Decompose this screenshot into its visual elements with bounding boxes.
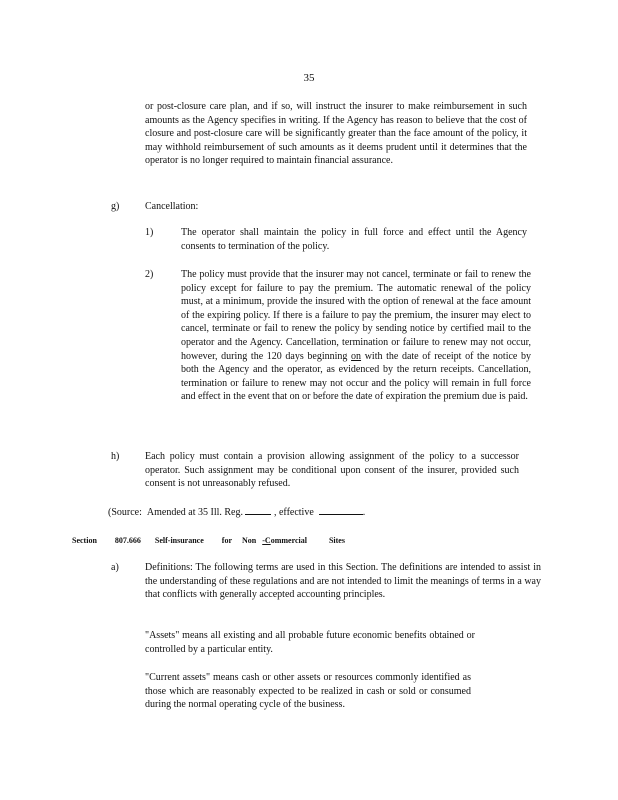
source-note-blank-date: [319, 504, 363, 515]
definition-assets: [145, 629, 475, 656]
item-g2-underlined-word: on: [351, 350, 362, 362]
source-note-blank-register: [245, 504, 271, 515]
definition-current-assets: [145, 671, 471, 712]
section-title-part4: Non: [242, 536, 257, 545]
subsection-h-text: Each policy must contain a provision allowing assignment of the policy to a successor operator. Such assignment may be conditional upon consent of the insurer, provided such consent is not unreasonably refused.: [145, 451, 519, 490]
subsection-a-marker: a): [111, 562, 119, 573]
subsection-h-marker: h): [111, 451, 120, 462]
subsection-h-paragraph: [145, 450, 519, 491]
section-heading: [72, 535, 392, 546]
subsection-a-paragraph: [145, 561, 541, 602]
section-title-part6: ommercial: [270, 536, 307, 545]
source-note-text: Amended at 35 Ill. Reg.: [146, 507, 243, 518]
subsection-g-heading: Cancellation:: [145, 201, 199, 212]
intro-paragraph: [145, 100, 527, 168]
item-g1-paragraph: [181, 226, 527, 253]
item-g2-text-before: The policy must provide that the insurer may not cancel, terminate or fail to renew the policy except for failure to pay the premium. The automatic renewal of the policy must, at a minimum, provide the insured with the option of renewal at the face amount of the expiring policy. If there is a failure to pay the premium, the insurer may elect to cancel, terminate or fail to renew the policy by sending notice by certified mail to the operator and the Agency. Cancellation, termination or failure to renew may not occur, however, during the 120 days beginning: [181, 269, 531, 362]
section-label: Section: [72, 536, 97, 545]
item-g1-marker: 1): [145, 227, 154, 238]
section-title-part5: -C: [262, 536, 271, 545]
section-title-part3: for: [221, 536, 232, 545]
subsection-g-marker: g): [111, 201, 120, 212]
page-number: 35: [303, 72, 315, 84]
source-note-suffix: .: [362, 507, 366, 518]
section-title-part7: Sites: [328, 536, 345, 545]
section-number: 807.666: [114, 536, 141, 545]
item-g2-text: [181, 268, 531, 404]
item-g1-text: The operator shall maintain the policy in full force and effect until the Agency consents to termination of the policy.: [181, 227, 527, 252]
section-title-part2: -insurance: [167, 536, 204, 545]
source-note: [108, 504, 408, 520]
definition-current-assets-text: "Current assets" means cash or other assets or resources commonly identified as those which are reasonably expected to be realized in cash or sold or consumed during the normal operating cycle of the business.: [145, 672, 471, 711]
item-g2-marker: 2): [145, 269, 154, 280]
source-note-middle: , effective: [273, 507, 314, 518]
intro-paragraph-text: or post-closure care plan, and if so, will instruct the insurer to make reimbursement in such amounts as the Agency specifies in writing. If the Agency has reason to believe that the cost of closure and post-closure care will be significantly greater than the face amount of the policy, it may withhold reimbursement of such amounts as it deems prudent until it determines that the operator is no longer required to maintain financial assurance.: [145, 101, 527, 167]
item-g2-paragraph: [181, 268, 531, 404]
item-g2-text-after: with the date of receipt of the notice by both the Agency and the operator, as evidenced by the return receipts. Cancellation, termination or failure to renew may not occur and the policy will remain in full force and effect in the event that on or before the date of expiration the premium due is paid.: [181, 350, 531, 403]
subsection-a-text: Definitions: The following terms are used in this Section. The definitions are intended to assist in the understanding of these regulations and are not intended to limit the meanings of terms in a way that conflicts with generally accepted accounting principles.: [145, 562, 541, 601]
section-title-part1: Self: [154, 536, 168, 545]
source-note-prefix: (Source:: [108, 507, 142, 518]
definition-assets-text: "Assets" means all existing and all probable future economic benefits obtained or controlled by a particular entity.: [145, 630, 475, 655]
